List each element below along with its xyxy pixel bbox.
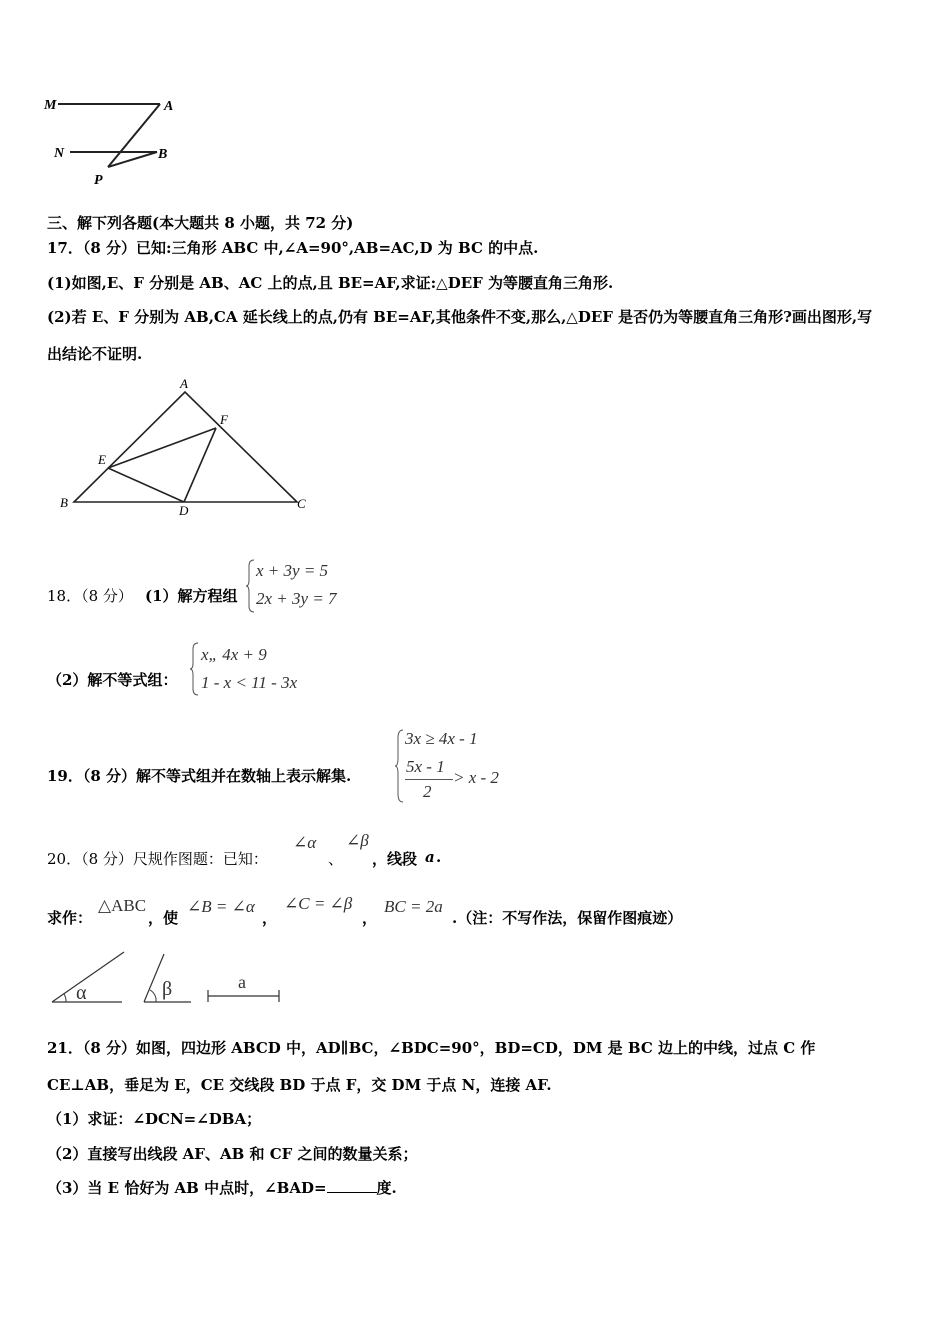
q18-brace2: [190, 641, 200, 697]
figure-triangle-abc: [52, 372, 322, 522]
q21-line5-text: （3）当 E 恰好为 AB 中点时，∠BAD=: [47, 1179, 327, 1197]
segment-a-label: a: [238, 972, 246, 992]
label-F: F: [220, 412, 228, 427]
q18-ineq1: x„ 4x + 9: [201, 645, 267, 664]
q20-head: 20．（8 分）尺规作图题：已知：: [47, 850, 268, 868]
q21-line2: CE⊥AB，垂足为 E，CE 交线段 BD 于点 F，交 DM 于点 N，连接 AF.: [47, 1076, 552, 1094]
q18-part2: （2）解不等式组：: [47, 671, 178, 689]
q17-part2b: 出结论不证明.: [47, 345, 143, 363]
label-M: M: [44, 98, 57, 113]
label-P: P: [94, 173, 103, 188]
q19-frac-num: 5x - 1: [406, 757, 445, 776]
q18-eq2: 2x + 3y = 7: [256, 589, 337, 608]
q20-comma2: ，: [362, 909, 378, 927]
q20-cond1: ∠B = ∠α: [187, 897, 255, 916]
label-N: N: [54, 146, 65, 161]
q20-tri: △ABC: [98, 896, 147, 915]
label-B: B: [60, 495, 68, 510]
q18-part1: (1）解方程组: [145, 587, 238, 605]
q19-frac-rhs: > x - 2: [453, 768, 499, 787]
q19-frac-den: 2: [423, 782, 432, 801]
q21-line5: [47, 1177, 397, 1198]
label-E: E: [98, 452, 106, 467]
q20-cond3: BC = 2a: [384, 897, 443, 916]
q17-head: 17．（8 分）已知:三角形 ABC 中,∠A=90°,AB=AC,D 为 BC 的中点.: [47, 239, 539, 257]
q20-note: .（注：不写作法，保留作图痕迹）: [452, 909, 683, 927]
section-title: 三、解下列各题(本大题共 8 小题，共 72 分): [47, 214, 354, 232]
q20-tail: ，线段: [372, 850, 418, 868]
q18-ineq2: 1 - x < 11 - 3x: [201, 673, 298, 692]
q20-comma1: ，: [262, 909, 278, 927]
q21-line1: 21．（8 分）如图，四边形 ABCD 中，AD∥BC，∠BDC=90°，BD=CD，DM 是 BC 边上的中线，过点 C 作: [47, 1039, 816, 1057]
q20-period: .: [436, 848, 442, 866]
q19-ineq1: 3x ≥ 4x - 1: [405, 729, 478, 748]
q19-brace: [395, 728, 405, 804]
q21-line3: （1）求证：∠DCN=∠DBA；: [47, 1110, 262, 1128]
label-A: A: [180, 376, 188, 391]
q20-seg: a: [425, 848, 435, 866]
q18-eq1: x + 3y = 5: [256, 561, 329, 580]
label-A: A: [164, 99, 174, 114]
label-C: C: [297, 496, 306, 511]
label-D: D: [179, 503, 189, 518]
q20-alpha: ∠α: [293, 833, 317, 852]
q20-sep: 、: [328, 850, 344, 868]
q20-c1: ，使: [148, 909, 179, 927]
q17-part1: (1)如图,E、F 分别是 AB、AC 上的点,且 BE=AF,求证:△DEF 为等腰直角三角形.: [47, 274, 614, 292]
q21-line4: （2）直接写出线段 AF、AB 和 CF 之间的数量关系；: [47, 1145, 418, 1163]
figure-parallel-lines: [40, 92, 190, 192]
q19-head: 19．（8 分）解不等式组并在数轴上表示解集.: [47, 767, 352, 785]
figure-angles-segment: [46, 948, 296, 1010]
q19-frac-bar: [405, 779, 453, 780]
q18-brace1: [246, 558, 256, 614]
beta-symbol: β: [162, 978, 173, 1000]
q21-line5-unit: 度.: [376, 1179, 397, 1197]
q20-cond2: ∠C = ∠β: [284, 894, 353, 913]
q18-head: 18．（8 分）: [47, 587, 133, 605]
label-B: B: [158, 147, 168, 162]
answer-blank[interactable]: [327, 1178, 377, 1193]
q17-part2a: (2)若 E、F 分别为 AB,CA 延长线上的点,仍有 BE=AF,其他条件不变,那么,△DEF 是否仍为等腰直角三角形?画出图形,写: [47, 308, 873, 326]
q20-req: 求作：: [47, 909, 93, 927]
q20-beta: ∠β: [346, 831, 369, 850]
alpha-symbol: α: [76, 982, 87, 1004]
